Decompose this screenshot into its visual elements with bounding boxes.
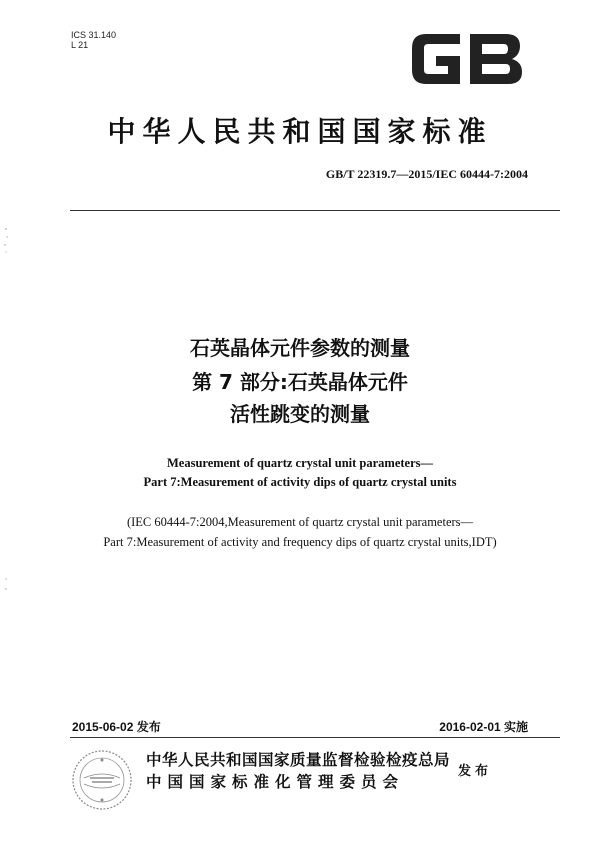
chinese-title-line-2: 第 7 部分:石英晶体元件 (192, 370, 408, 394)
publish-label: 发布 (458, 764, 493, 779)
implementation-date: 2016-02-01 实施 (439, 720, 528, 734)
ccs-code: L 21 (71, 40, 89, 50)
scan-margin-marks (2, 225, 10, 255)
scan-margin-marks-lower (2, 575, 10, 595)
bottom-divider (70, 737, 560, 738)
top-divider (70, 210, 560, 211)
english-title-line-2: Part 7:Measurement of activity dips of quartz crystal units (143, 475, 457, 489)
ics-code: ICS 31.140 (71, 30, 117, 40)
seal-stamp-icon (70, 748, 134, 812)
issuer-sac: 中国国家标准化管理委员会 (146, 773, 405, 791)
chinese-title-line-3: 活性跳变的测量 (230, 402, 370, 426)
equivalence-note-line-2: Part 7:Measurement of activity and frequency dips of quartz crystal units,IDT) (103, 535, 497, 549)
standard-number: GB/T 22319.7—2015/IEC 60444-7:2004 (325, 167, 528, 181)
classification-codes (71, 30, 116, 50)
issuer-aqsiq: 中华人民共和国国家质量监督检验检疫总局 (146, 751, 451, 769)
gb-logo (408, 30, 526, 88)
equivalence-note-line-1: (IEC 60444-7:2004,Measurement of quartz crystal unit parameters— (126, 515, 474, 529)
national-standard-title: 中华人民共和国国家标准 (107, 115, 493, 148)
issue-date: 2015-06-02 发布 (72, 720, 161, 734)
chinese-title-line-1: 石英晶体元件参数的测量 (190, 336, 410, 360)
english-title-line-1: Measurement of quartz crystal unit parameters— (166, 456, 434, 470)
